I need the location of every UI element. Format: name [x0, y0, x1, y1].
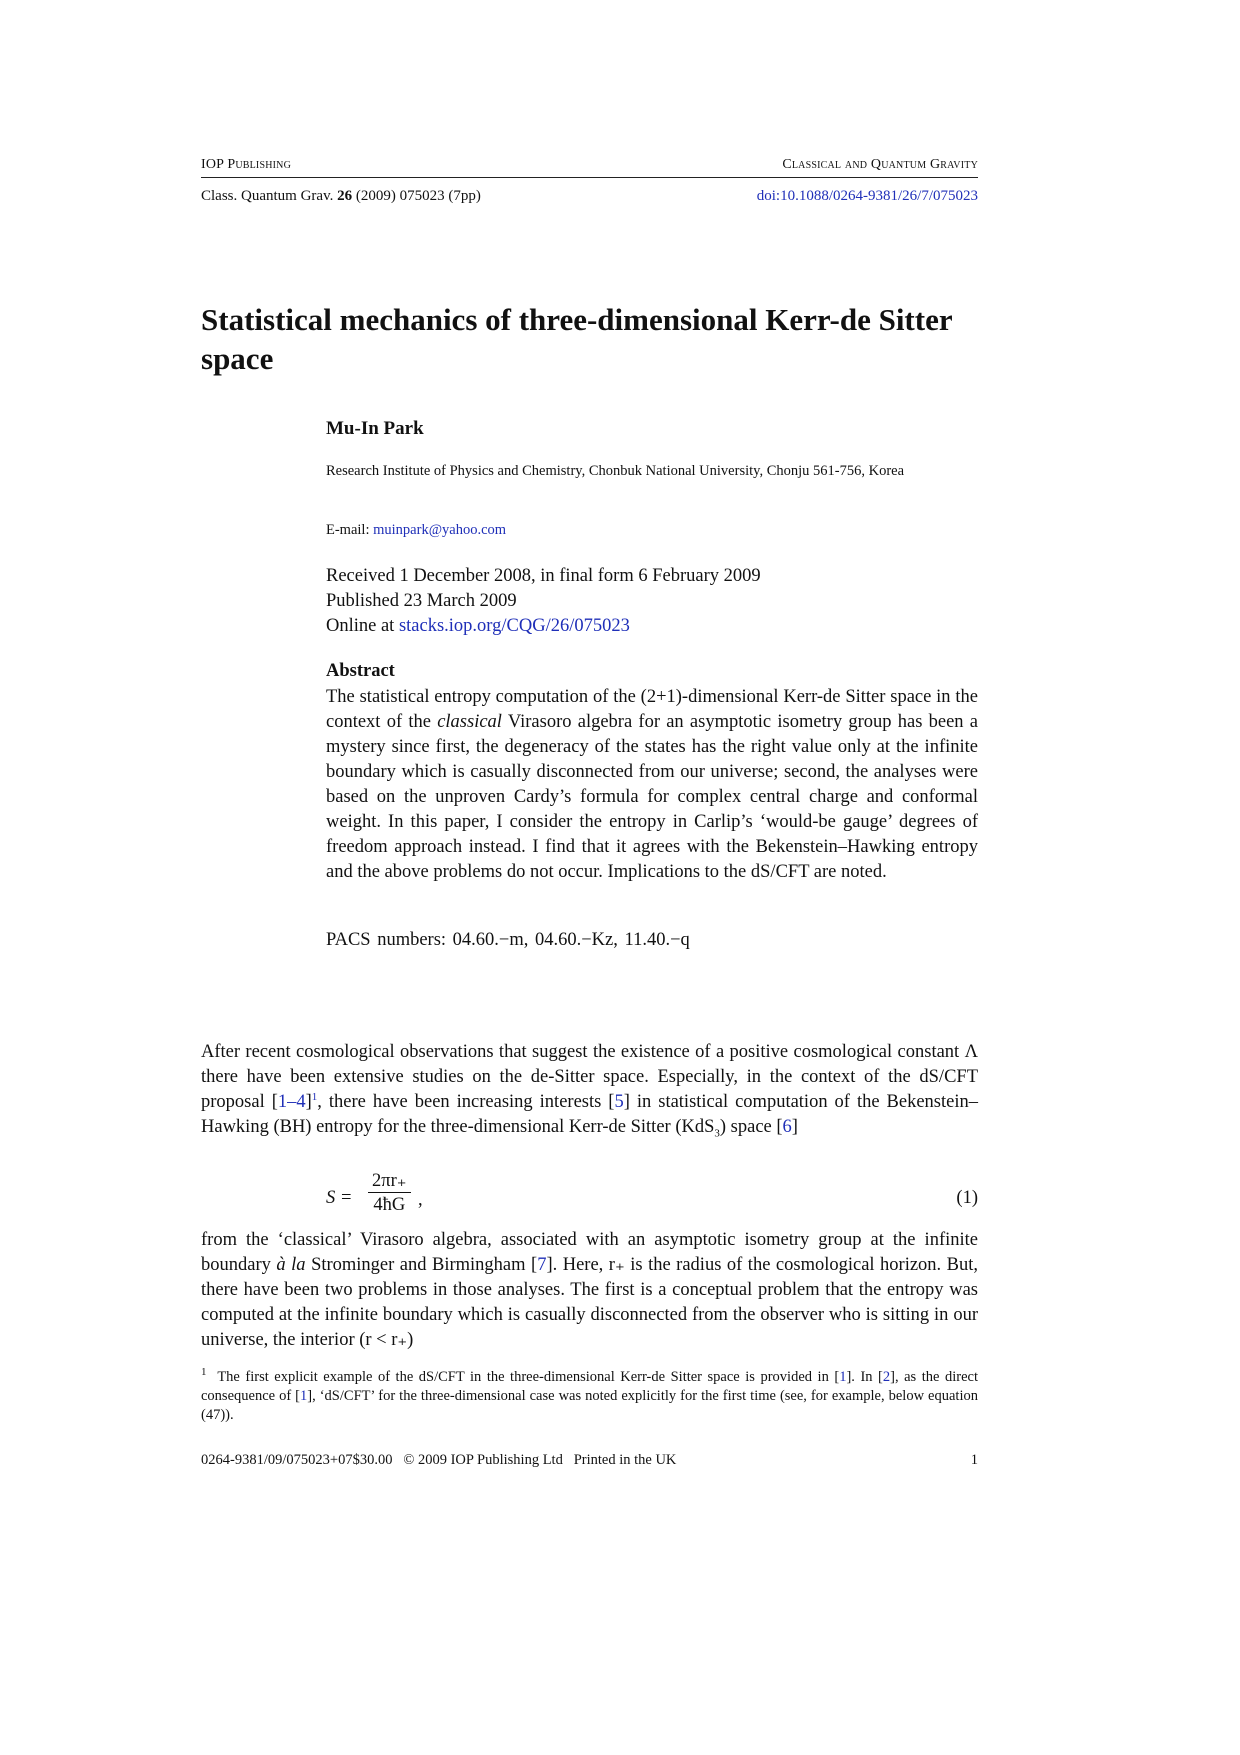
equation-1: S = $\frac{2\pi r_+}{4ħG}$ , (1) [326, 1171, 978, 1215]
body-paragraph-1: After recent cosmological observations that suggest the existence of a positive cosmological constant Λ there have been extensive studies on the de-Sitter space. Especially, in the context of the dS/CFT proposal $[1-4]^1$, there have been increasing interests [5] in statistical computation of the Bekenstein–Hawking (BH) entropy for the three-dimensional Kerr-de Sitter (KdS$_3$) space [6] [201, 1042, 978, 1140]
footnote-ref-link-1b[interactable]: 1 [300, 1388, 308, 1404]
copyright-line: 0264-9381/09/075023+07$30.00 © 2009 IOP Publishing Ltd Printed in the UK [201, 1452, 677, 1468]
citation: Class. Quantum Grav. 26 (2009) 075023 (7pp) [201, 188, 481, 204]
pacs-numbers: PACS numbers: 04.60.−m, 04.60.−Kz, 11.40.−q [326, 930, 690, 950]
ref-link-1-4[interactable]: 1–4 [277, 1092, 306, 1112]
page-footer [201, 1452, 978, 1469]
footnote-ref-link-2[interactable]: 2 [882, 1369, 891, 1385]
email-link[interactable]: muinpark@yahoo.com [373, 522, 507, 538]
fraction-numerator: 2πr₊ [368, 1170, 411, 1193]
equation-fraction [368, 1170, 411, 1217]
body-paragraph-2: from the ‘classical’ Virasoro algebra, associated with an asymptotic isometry group at the infinite boundary à la Strominger and Birmingham [7]. Here, r₊ is the radius of the cosmological horizon. But, there have been two problems in those analyses. The first is a conceptual problem that the entropy was computed at the infinite boundary which is casually disconnected from the observer who is sitting in our universe, the interior (r < r₊) [201, 1230, 979, 1350]
publisher-name: IOP Publishing [201, 157, 292, 172]
ref-link-6[interactable]: 6 [782, 1117, 792, 1137]
journal-name: Classical and Quantum Gravity [782, 157, 978, 172]
footnote-1: $^1$ The first explicit example of the dS/CFT in the three-dimensional Kerr-de Sitter space is provided in [1]. In [2], as the direct consequence of [1], ‘dS/CFT’ for the three-dimensional case was noted explicitly for the first time (see, for example, below equation (47)). [201, 1366, 978, 1423]
published-date: Published 23 March 2009 [326, 591, 517, 611]
paper-title: Statistical mechanics of three-dimensional Kerr-de Sitter space [201, 302, 953, 376]
author-name: Mu-In Park [326, 418, 424, 439]
online-link[interactable]: stacks.iop.org/CQG/26/075023 [398, 616, 630, 636]
running-header [201, 155, 978, 178]
equation-number: (1) [956, 1188, 978, 1208]
footnote-ref-1[interactable]: 1 [311, 1090, 318, 1103]
footnote-ref-link-1[interactable]: 1 [839, 1369, 847, 1385]
volume: 26 [337, 188, 353, 204]
ref-link-5[interactable]: 5 [614, 1092, 624, 1112]
doi-link[interactable]: doi:10.1088/0264-9381/26/7/075023 [756, 188, 978, 204]
publication-dates [326, 564, 978, 639]
abstract-heading: Abstract [326, 661, 395, 681]
ref-link-7[interactable]: 7 [537, 1255, 547, 1275]
equation-lhs: S = [326, 1188, 353, 1208]
received-date: Received 1 December 2008, in final form 6 February 2009 [326, 566, 761, 586]
fraction-denominator: 4ħG [373, 1195, 406, 1215]
email-line: E-mail: muinpark@yahoo.com [326, 522, 507, 538]
abstract-text: The statistical entropy computation of the (2+1)-dimensional Kerr-de Sitter space in the context of the classical Virasoro algebra for an asymptotic isometry group has been a mystery since first, the degeneracy of the states has the right value only at the infinite boundary which is casually disconnected from our universe; second, the analyses were based on the unproven Cardy’s formula for complex central charge and conformal weight. In this paper, I consider the entropy in Carlip’s ‘would-be gauge’ degrees of freedom approach instead. I find that it agrees with the Bekenstein–Hawking entropy and the above problems do not occur. Implications to the dS/CFT are noted. [326, 687, 979, 882]
online-line: Online at stacks.iop.org/CQG/26/075023 [326, 616, 630, 636]
affiliation: Research Institute of Physics and Chemistry, Chonbuk National University, Chonju 561-756, Korea [326, 463, 905, 479]
page-number: 1 [970, 1452, 978, 1468]
